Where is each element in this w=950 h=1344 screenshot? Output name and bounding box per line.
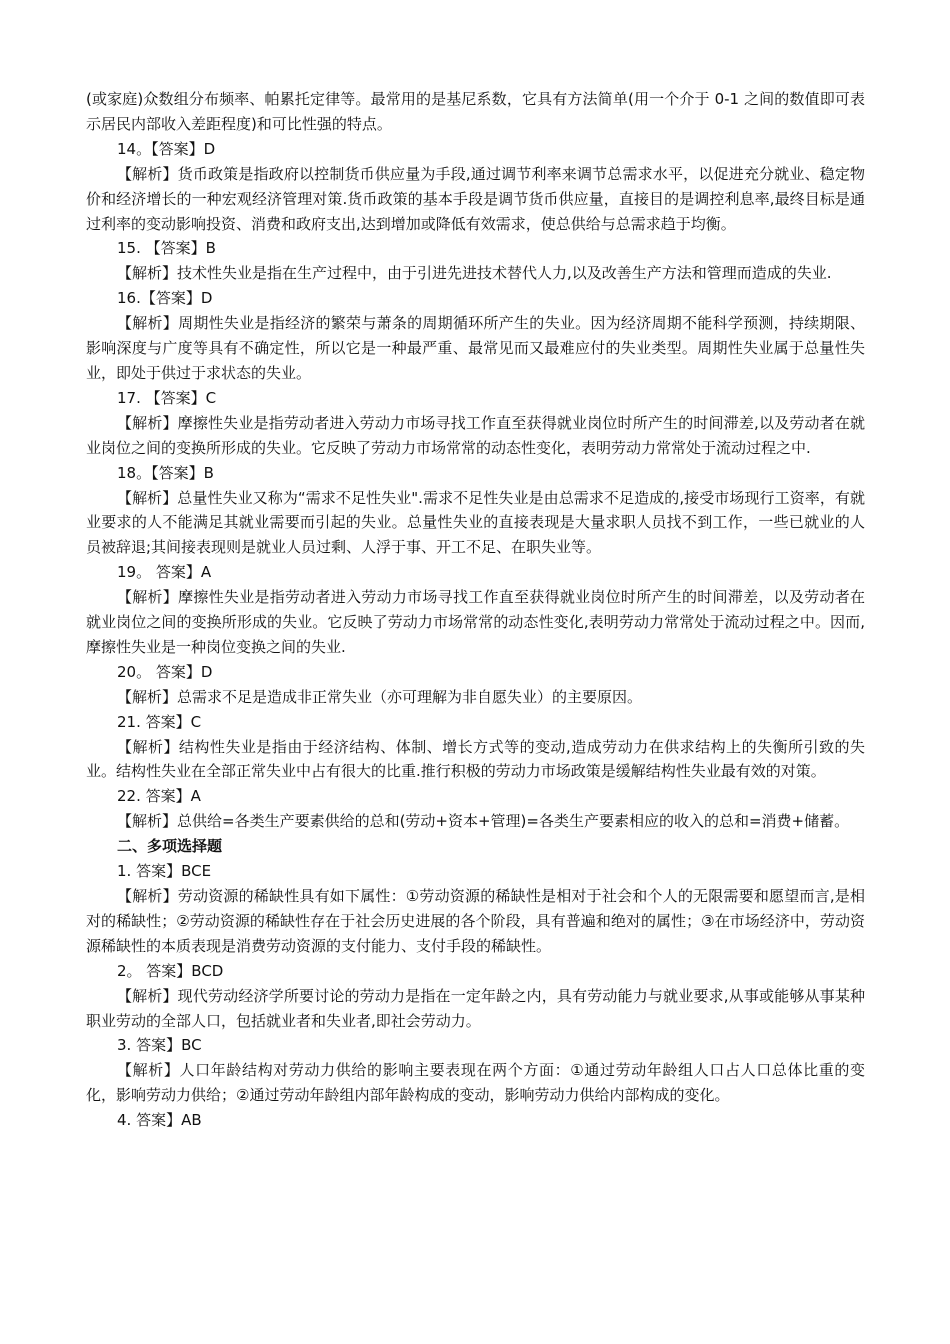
analysis-paragraph-16: 【解析】周期性失业是指经济的繁荣与萧条的周期循环所产生的失业。因为经济周期不能科学预测，持续期限、影响深度与广度等具有不确定性，所以它是一种最严重、最常见而又最难应付的失业类型。周期性失业属于总量性失业，即处于供过于求状态的失业。 — [86, 314, 865, 382]
analysis-paragraph-15: 【解析】技术性失业是指在生产过程中，由于引进先进技术替代人力,以及改善生产方法和管理而造成的失业. — [117, 264, 832, 283]
answer-line-19: 19。 答案】A — [117, 563, 212, 582]
answer-line-m2: 2。 答案】BCD — [117, 961, 224, 980]
analysis-paragraph-m3: 【解析】人口年龄结构对劳动力供给的影响主要表现在两个方面：①通过劳动年龄组人口占人口总体比重的变化，影响劳动力供给；②通过劳动年龄组内部年龄构成的变动，影响劳动力供给内部构成的变化。 — [86, 1061, 865, 1105]
answer-line-18: 18。【答案】B — [117, 463, 214, 482]
answer-line-m4: 4. 答案】AB — [117, 1111, 202, 1130]
document-page — [86, 87, 865, 1133]
answer-line-16: 16.【答案】D — [117, 289, 213, 308]
answer-line-15: 15. 【答案】B — [117, 239, 216, 258]
answer-line-22: 22. 答案】A — [117, 787, 201, 806]
body-paragraph-gini: (或家庭)众数组分布频率、帕累托定律等。最常用的是基尼系数，它具有方法简单(用一个介于 0-1 之间的数值即可表示居民内部收入差距程度)和可比性强的特点。 — [86, 90, 865, 133]
answer-line-20: 20。 答案】D — [117, 662, 213, 681]
answer-line-21: 21. 答案】C — [117, 712, 202, 731]
section-heading-multiple-choice: 二、多项选择题 — [117, 837, 223, 856]
answer-line-m1: 1. 答案】BCE — [117, 862, 212, 881]
analysis-paragraph-17: 【解析】摩擦性失业是指劳动者进入劳动力市场寻找工作直至获得就业岗位时所产生的时间滞差,以及劳动者在就业岗位之间的变换所形成的失业。它反映了劳动力市场常常的动态性变化，表明劳动力常常处于流动过程之中. — [86, 413, 865, 457]
answer-line-17: 17. 【答案】C — [117, 388, 217, 407]
analysis-paragraph-m1: 【解析】劳动资源的稀缺性具有如下属性：①劳动资源的稀缺性是相对于社会和个人的无限需要和愿望而言,是相对的稀缺性；②劳动资源的稀缺性存在于社会历史进展的各个阶段，具有普遍和绝对的属性；③在市场经济中，劳动资源稀缺性的本质表现是消费劳动资源的支付能力、支付手段的稀缺性。 — [86, 887, 865, 955]
answer-line-m3: 3. 答案】BC — [117, 1036, 202, 1055]
answer-line-14: 14。【答案】D — [117, 139, 216, 158]
analysis-paragraph-18: 【解析】总量性失业又称为“需求不足性失业".需求不足性失业是由总需求不足造成的,接受市场现行工资率，有就业要求的人不能满足其就业需要而引起的失业。总量性失业的直接表现是大量求职人员找不到工作，一些已就业的人员被辞退;其间接表现则是就业人员过剩、人浮于事、开工不足、在职失业等。 — [86, 488, 865, 557]
analysis-paragraph-14: 【解析】货币政策是指政府以控制货币供应量为手段,通过调节利率来调节总需求水平，以促进充分就业、稳定物价和经济增长的一种宏观经济管理对策.货币政策的基本手段是调节货币供应量，直接目的是调控利息率,最终目标是通过利率的变动影响投资、消费和政府支出,达到增加或降低有效需求，使总供给与总需求趋于均衡。 — [86, 164, 865, 233]
analysis-paragraph-20: 【解析】总需求不足是造成非正常失业（亦可理解为非自愿失业）的主要原因。 — [117, 687, 643, 706]
analysis-paragraph-19: 【解析】摩擦性失业是指劳动者进入劳动力市场寻找工作直至获得就业岗位时所产生的时间滞差，以及劳动者在就业岗位之间的变换所形成的失业。它反映了劳动力市场常常的动态性变化,表明劳动力常常处于流动过程之中。因而,摩擦性失业是一种岗位变换之间的失业. — [86, 588, 865, 656]
analysis-paragraph-22: 【解析】总供给=各类生产要素供给的总和(劳动+资本+管理)=各类生产要素相应的收入的总和=消费+储蓄。 — [117, 812, 850, 831]
analysis-paragraph-m2: 【解析】现代劳动经济学所要讨论的劳动力是指在一定年龄之内，具有劳动能力与就业要求,从事或能够从事某种职业劳动的全部人口，包括就业者和失业者,即社会劳动力。 — [86, 986, 865, 1030]
analysis-paragraph-21: 【解析】结构性失业是指由于经济结构、体制、增长方式等的变动,造成劳动力在供求结构上的失衡所引致的失业。结构性失业在全部正常失业中占有很大的比重.推行积极的劳动力市场政策是缓解结构性失业最有效的对策。 — [86, 737, 865, 781]
